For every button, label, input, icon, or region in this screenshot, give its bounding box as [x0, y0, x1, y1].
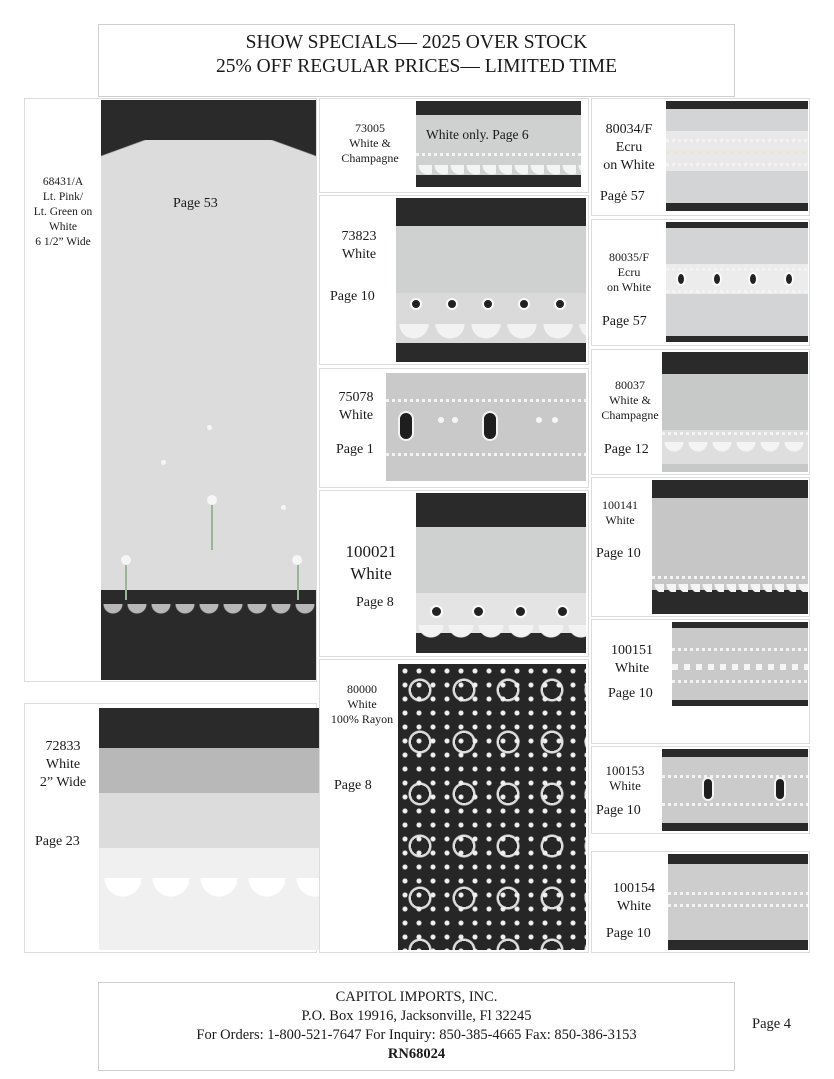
- item-80000-fiber: 100% Rayon: [330, 712, 394, 726]
- item-80000-label: [322, 682, 402, 727]
- item-100151-color: White: [614, 661, 650, 676]
- item-80035-code: 80035/F: [608, 250, 649, 264]
- item-100021-color: White: [350, 564, 392, 583]
- item-100154-label: [598, 880, 670, 916]
- item-100151-page: Page 10: [608, 686, 653, 701]
- item-80037: [591, 349, 810, 475]
- item-100141-swatch: [652, 480, 808, 614]
- item-80035-color-1: Ecru: [617, 265, 641, 279]
- item-100154-code: 100154: [613, 881, 655, 896]
- company-phones: For Orders: 1-800-521-7647 For Inquiry: 850-385-4665 Fax: 850-386-3153: [196, 1027, 637, 1043]
- item-73823-swatch: [396, 198, 586, 362]
- item-100141-page: Page 10: [596, 546, 641, 561]
- item-75078-page: Page 1: [336, 442, 374, 457]
- item-73823-label: [324, 228, 394, 264]
- item-100154-page: Page 10: [606, 926, 651, 941]
- item-80000-swatch: [398, 664, 586, 950]
- item-68431-color-3: White: [48, 221, 78, 233]
- item-72833-label: [25, 738, 101, 792]
- item-68431-color-2: Lt. Green on: [33, 206, 93, 218]
- item-68431-label: [25, 175, 101, 250]
- item-100021-code: 100021: [345, 542, 397, 561]
- item-73005-swatch: [416, 101, 581, 187]
- item-73823: [319, 195, 589, 365]
- item-80035-color-2: on White: [606, 280, 652, 294]
- item-68431-page: Page 53: [173, 196, 218, 211]
- page-number: Page 4: [752, 1016, 792, 1032]
- item-73005-color-1: White &: [349, 136, 391, 150]
- item-73823-color: White: [341, 247, 377, 262]
- header-line-1: SHOW SPECIALS— 2025 OVER STOCK: [245, 32, 588, 53]
- item-80035-page: Page 57: [602, 314, 647, 329]
- item-75078-code: 75078: [338, 390, 374, 405]
- item-68431: [24, 98, 317, 682]
- item-68431-width: 6 1/2” Wide: [35, 236, 91, 248]
- item-100154-swatch: [668, 854, 808, 950]
- item-80037-color-1: White &: [609, 393, 651, 407]
- company-name: CAPITOL IMPORTS, INC.: [335, 989, 498, 1005]
- item-100151-swatch: [672, 622, 808, 706]
- item-100151-code: 100151: [611, 643, 653, 658]
- item-73005-note: White only. Page 6: [426, 127, 529, 142]
- item-72833-code: 72833: [45, 739, 81, 754]
- item-80037-swatch: [662, 352, 808, 472]
- header-line-2: 25% OFF REGULAR PRICES— LIMITED TIME: [215, 56, 618, 77]
- item-72833: [24, 703, 317, 953]
- item-80035: [591, 219, 810, 346]
- item-80035-label: [594, 250, 664, 295]
- item-73005: [319, 98, 589, 193]
- item-68431-code: 68431/A: [42, 176, 84, 188]
- item-73005-color-2: Champagne: [341, 151, 399, 165]
- item-100141: [591, 477, 810, 617]
- item-100151-label: [598, 642, 666, 678]
- item-73005-code: 73005: [355, 121, 385, 135]
- item-100021-label: [328, 541, 414, 585]
- item-75078: [319, 368, 589, 488]
- item-73823-code: 73823: [341, 229, 377, 244]
- item-80034-swatch: [666, 101, 808, 211]
- header-banner: [98, 24, 735, 97]
- item-73823-page: Page 10: [330, 289, 375, 304]
- item-75078-label: [322, 389, 390, 425]
- item-100153-code: 100153: [605, 763, 645, 778]
- item-100141-label: [596, 498, 644, 528]
- item-80037-color-2: Champagne: [601, 408, 659, 422]
- item-100021-page: Page 8: [356, 595, 394, 610]
- item-80034-color-2: on White: [603, 158, 655, 173]
- item-80000-code: 80000: [347, 682, 377, 696]
- item-80035-swatch: [666, 222, 808, 342]
- item-72833-color: White: [45, 757, 81, 772]
- item-80037-code: 80037: [615, 378, 645, 392]
- item-80037-page: Page 12: [604, 442, 649, 457]
- item-75078-color: White: [338, 408, 374, 423]
- item-100153-page: Page 10: [596, 803, 641, 818]
- item-100154-color: White: [616, 899, 652, 914]
- item-100021: [319, 490, 589, 657]
- company-address: P.O. Box 19916, Jacksonville, Fl 32245: [301, 1008, 532, 1024]
- item-68431-swatch: [101, 100, 316, 680]
- item-80034: [591, 98, 810, 216]
- item-100151: [591, 619, 810, 744]
- item-80000-color: White: [347, 697, 377, 711]
- item-80034-page: Pagė 57: [600, 189, 645, 204]
- item-73005-label: [326, 121, 414, 166]
- item-100153-color: White: [609, 778, 641, 793]
- item-75078-swatch: [386, 373, 586, 481]
- item-80034-label: [596, 121, 662, 175]
- item-100153-swatch: [662, 749, 808, 831]
- item-80037-label: [596, 378, 664, 423]
- item-72833-swatch: [99, 708, 340, 950]
- item-80034-color-1: Ecru: [615, 140, 643, 155]
- item-68431-color-1: Lt. Pink/: [42, 191, 84, 203]
- rn-number: RN68024: [387, 1046, 446, 1062]
- footer-contact: [98, 982, 735, 1071]
- item-100141-code: 100141: [602, 498, 638, 512]
- item-80000: [319, 659, 589, 953]
- item-72833-page: Page 23: [35, 834, 80, 849]
- item-100021-swatch: [416, 493, 586, 653]
- item-100153-label: [596, 763, 654, 793]
- item-100154: [591, 851, 810, 953]
- item-100153: [591, 746, 810, 834]
- item-80034-code: 80034/F: [605, 122, 653, 137]
- item-100141-color: White: [605, 513, 635, 527]
- item-80000-page: Page 8: [334, 778, 372, 793]
- item-72833-width: 2” Wide: [39, 775, 87, 790]
